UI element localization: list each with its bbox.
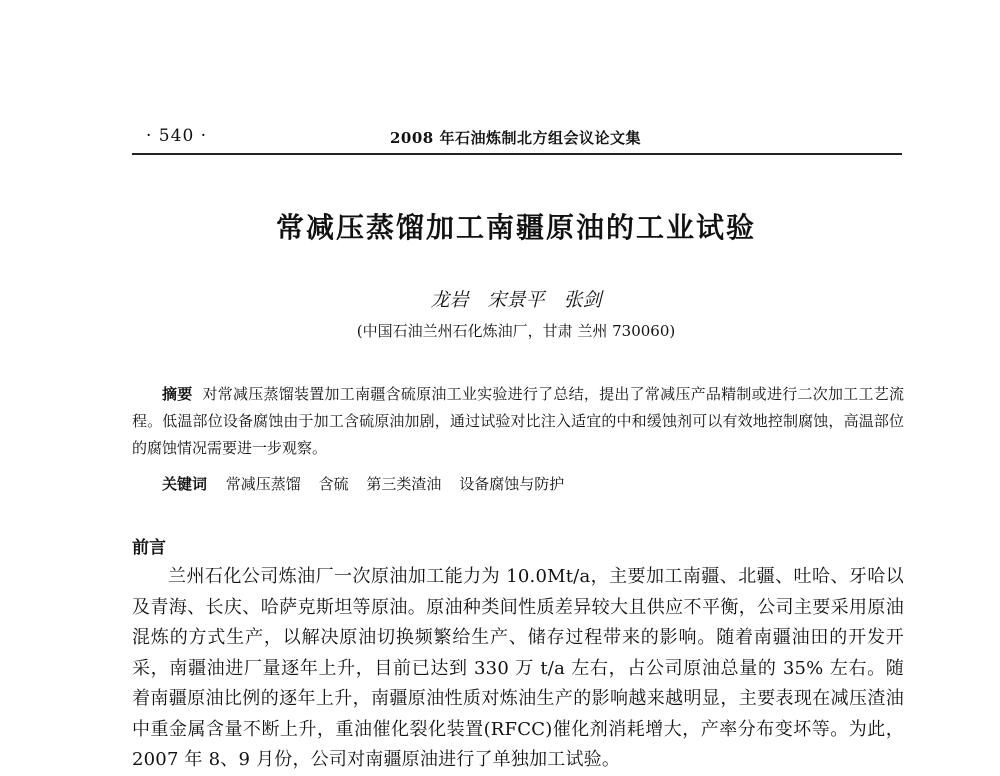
authors: 龙岩 宋景平 张剑: [430, 289, 602, 311]
collection-title: 2008 年石油炼制北方组会议论文集: [390, 129, 641, 147]
article-title: 常减压蒸馏加工南疆原油的工业试验: [275, 211, 756, 244]
keyword: 含硫: [318, 475, 349, 493]
keyword: 设备腐蚀与防护: [459, 475, 565, 493]
abstract: [132, 381, 904, 462]
keyword: 第三类渣油: [366, 475, 442, 493]
abstract-text: 对常减压蒸馏装置加工南疆含硫原油工业实验进行了总结，提出了常减压产品精制或进行二次加工工艺流程。低温部位设备腐蚀由于加工含硫原油加剧，通过试验对比注入适宜的中和缓蚀剂可以有效地控制腐蚀，高温部位的腐蚀情况需要进一步观察。: [132, 385, 904, 457]
running-header: [132, 122, 902, 152]
header-rule: [132, 153, 902, 155]
affiliation: (中国石油兰州石化炼油厂，甘肃 兰州 730060): [356, 322, 676, 340]
keywords: [132, 471, 904, 498]
keywords-label: 关键词: [162, 475, 208, 493]
keyword: 常减压蒸馏: [225, 475, 301, 493]
page-number: · 540 ·: [146, 126, 208, 146]
abstract-label: 摘要: [162, 385, 193, 403]
body-paragraph: 兰州石化公司炼油厂一次原油加工能力为 10.0Mt/a，主要加工南疆、北疆、吐哈、牙哈以及青海、长庆、哈萨克斯坦等原油。原油种类间性质差异较大且供应不平衡，公司主要采用原油混炼的方式生产，以解决原油切换频繁给生产、储存过程带来的影响。随着南疆油田的开发开采，南疆油进厂量逐年上升，目前已达到 330 万 t/a 左右，占公司原油总量的 35% 左右。随着南疆原油比例的逐年上升，南疆原油性质对炼油生产的影响越来越明显，主要表现在减压渣油中重金属含量不断上升，重油催化裂化装置(RFCC)催化剂消耗增大，产率分布变坏等。为此，2007 年 8、9 月份，公司对南疆原油进行了单独加工试验。: [132, 566, 904, 770]
section-heading: 前言: [132, 538, 166, 558]
